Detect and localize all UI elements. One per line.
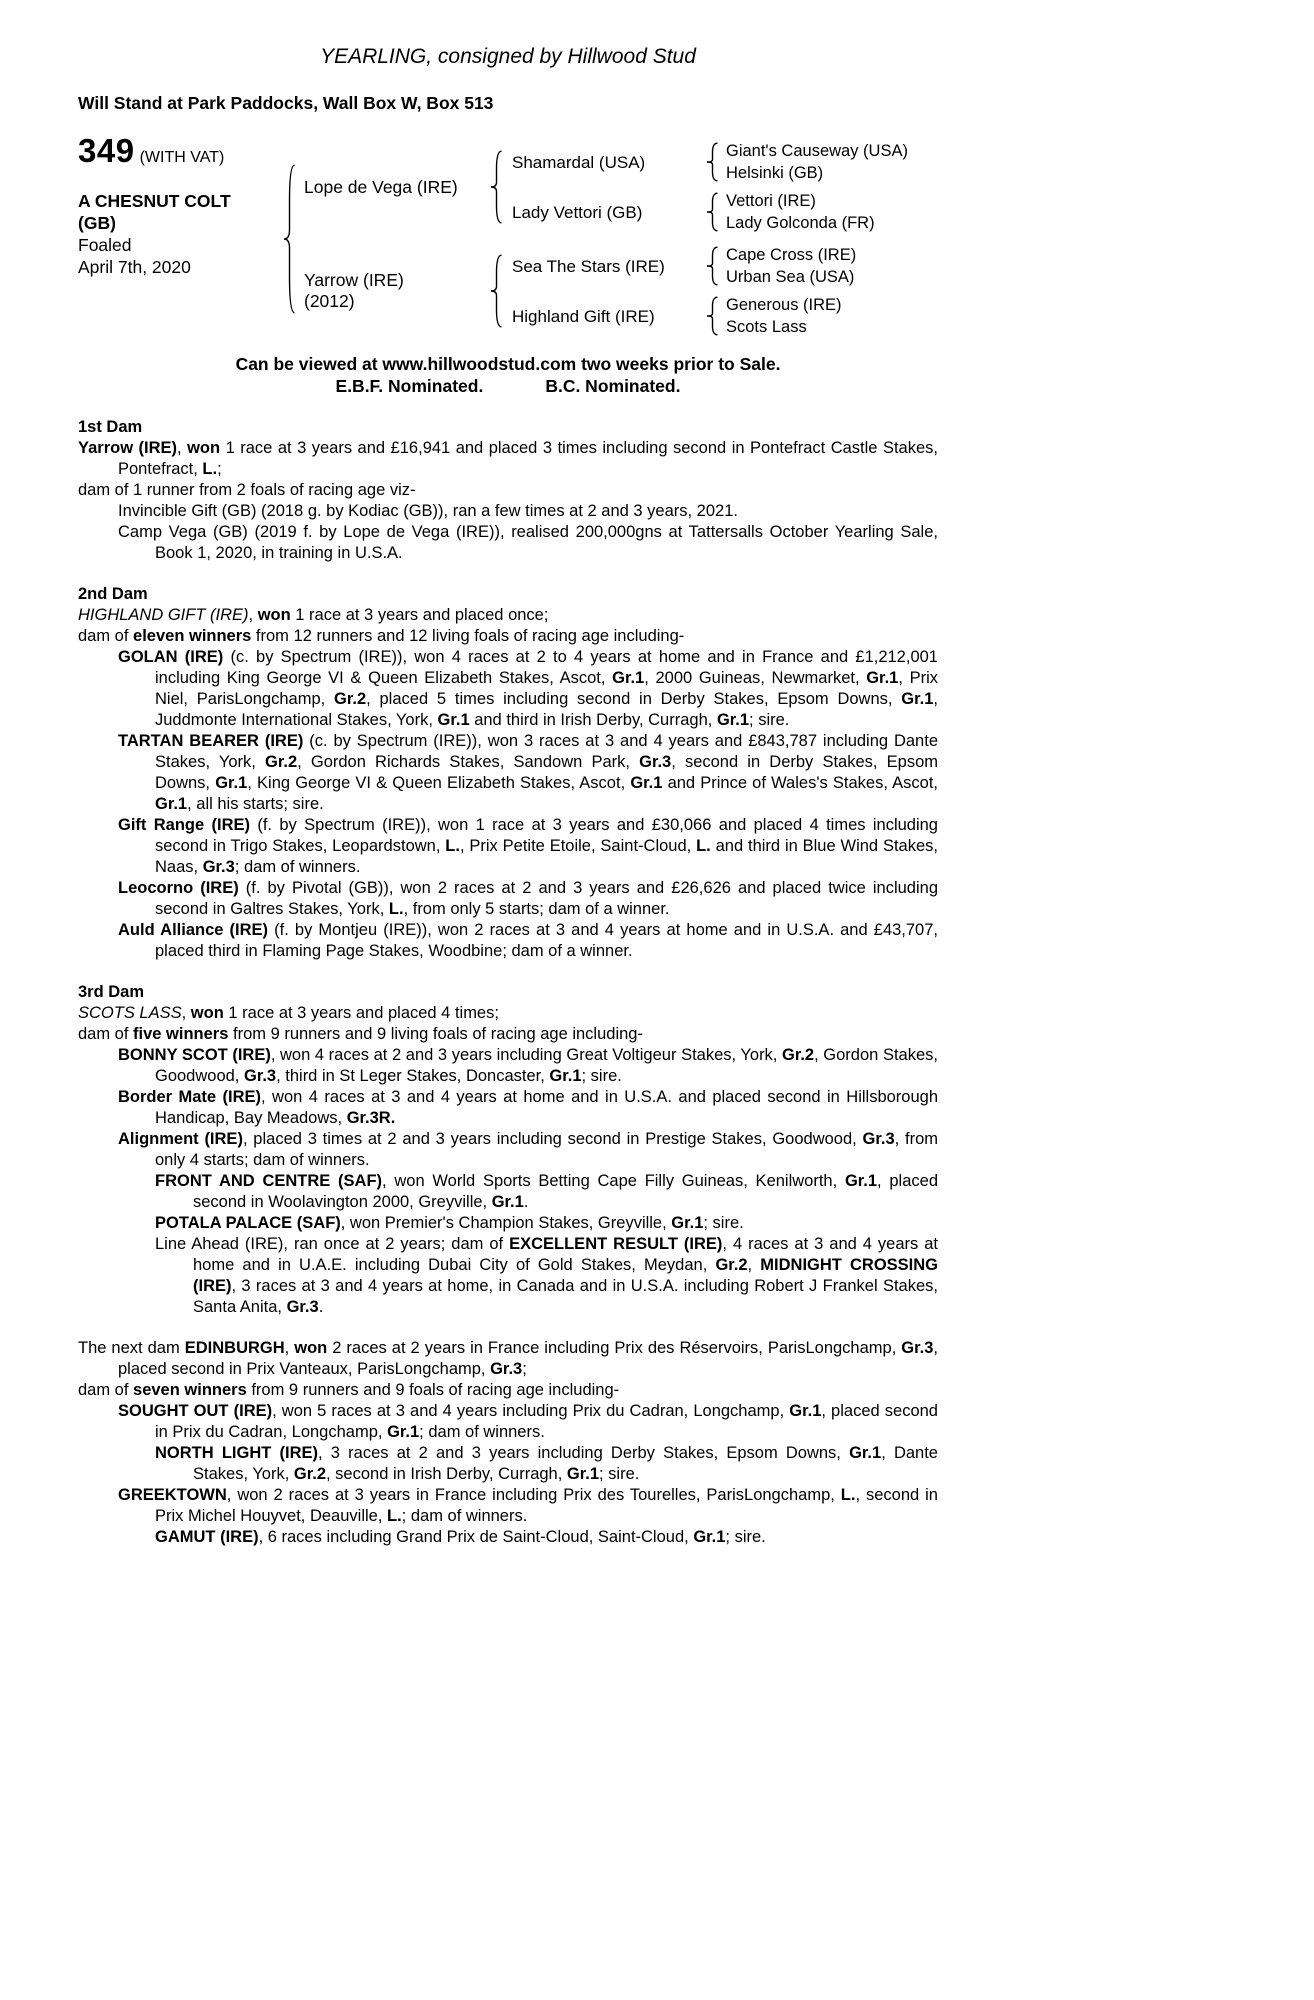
catalogue-sections	[78, 417, 938, 1548]
text-run: GAMUT (IRE)	[155, 1528, 259, 1546]
catalogue-paragraph	[78, 1024, 938, 1045]
colt-description	[78, 190, 283, 278]
sire-name: Lope de Vega (IRE)	[304, 176, 458, 197]
text-run: (c. by Spectrum (IRE)), won 4 races at 2 to 4 years at home and in France and £1,212,001 including King George VI & Queen Elizabeth Stakes, Ascot,	[155, 648, 938, 687]
text-run: ,	[181, 1004, 191, 1022]
text-run: won	[257, 606, 291, 624]
text-run: The next dam	[78, 1339, 185, 1357]
catalogue-paragraph	[78, 1171, 938, 1213]
text-run: SCOTS LASS	[78, 1004, 182, 1022]
catalogue-paragraph	[78, 501, 938, 522]
text-run: EXCELLENT RESULT (IRE)	[509, 1235, 723, 1253]
text-run: MIDNIGHT CROSSING (IRE)	[193, 1256, 939, 1295]
text-run: Gr.1	[549, 1067, 582, 1085]
text-run: L.	[840, 1486, 856, 1504]
text-run: L.	[388, 900, 404, 918]
text-run: Gr.1	[566, 1465, 600, 1483]
text-run: Gr.1	[612, 669, 645, 687]
text-run: Gr.1	[387, 1423, 420, 1441]
section-heading: 3rd Dam	[78, 983, 145, 1001]
text-run: dam of	[78, 1025, 134, 1043]
text-run: Yarrow (IRE)	[78, 439, 178, 457]
text-run: (c. by Spectrum (IRE)), won 3 races at 3 and 4 years and £843,787 including Dante Stakes, York,	[155, 732, 938, 771]
text-run: Gr.1	[716, 711, 750, 729]
brace-icon	[283, 164, 296, 314]
text-run: Gr.2	[293, 1465, 327, 1483]
text-run: Camp Vega (GB) (2019 f. by Lope de Vega (IRE)), realised 200,000gns at Tattersalls October Yearling Sale, Book 1, 2020, in training in U.S.A.	[118, 523, 938, 562]
dam-name	[296, 270, 490, 312]
text-run: five winners	[133, 1025, 229, 1043]
text-run: , placed second in Prix Vanteaux, ParisLongchamp,	[118, 1339, 938, 1378]
pedigree-name: Scots Lass	[726, 318, 807, 336]
pedigree-unit	[503, 244, 856, 288]
catalogue-paragraph	[78, 480, 938, 501]
great-grandparents	[719, 244, 856, 288]
text-run: from 9 runners and 9 living foals of racing age including-	[228, 1025, 643, 1043]
text-run: and third in Irish Derby, Curragh,	[469, 711, 717, 729]
sire-grandparents	[503, 140, 908, 234]
text-run: , won World Sports Betting Cape Filly Guineas, Kenilworth,	[382, 1172, 845, 1190]
section-heading: 2nd Dam	[78, 585, 148, 603]
text-run: ;	[522, 1360, 527, 1378]
pedigree-unit	[503, 294, 856, 338]
text-run: , placed 3 times at 2 and 3 years including second in Prestige Stakes, Goodwood,	[242, 1130, 863, 1148]
pedigree-name: Generous (IRE)	[726, 296, 842, 314]
brace-icon	[706, 192, 719, 232]
catalogue-paragraph	[78, 1087, 938, 1129]
text-run: (f. by Pivotal (GB)), won 2 races at 2 and 3 years and £26,626 and placed twice including second in Galtres Stakes, York,	[155, 879, 938, 918]
pedigree-name: Urban Sea (USA)	[726, 268, 855, 286]
vat-note: (WITH VAT)	[139, 149, 225, 166]
text-run: eleven winners	[133, 627, 252, 645]
catalogue-paragraph	[78, 1003, 938, 1024]
pedigree-name: Giant's Causeway (USA)	[726, 142, 908, 160]
text-run: , from only 5 starts; dam of a winner.	[403, 900, 670, 918]
catalogue-paragraph	[78, 920, 938, 962]
text-run: L.	[387, 1507, 402, 1525]
text-run: L.	[445, 837, 460, 855]
text-run: ,	[248, 606, 258, 624]
text-run: Gr.3	[862, 1130, 895, 1148]
catalogue-section	[78, 982, 938, 1318]
text-run: , won Premier's Champion Stakes, Greyville,	[340, 1214, 672, 1232]
text-run: Gr.3	[243, 1067, 277, 1085]
text-run: HIGHLAND GIFT (IRE)	[78, 606, 249, 624]
text-run: ; sire.	[703, 1214, 744, 1232]
text-run: , won 4 races at 2 and 3 years including Great Voltigeur Stakes, York,	[270, 1046, 782, 1064]
text-run: Gr.3	[490, 1360, 523, 1378]
text-run: NORTH LIGHT (IRE)	[155, 1444, 319, 1462]
text-run: Border Mate (IRE)	[118, 1088, 262, 1106]
text-run: ;	[217, 460, 222, 478]
text-run: , all his starts; sire.	[187, 795, 324, 813]
text-run: Gr.1	[671, 1214, 704, 1232]
text-run: 1 race at 3 years and placed once;	[290, 606, 549, 624]
dam-year: (2012)	[304, 291, 355, 311]
text-run: dam of	[78, 627, 134, 645]
pedigree-name: Helsinki (GB)	[726, 164, 824, 182]
text-run: , Juddmonte International Stakes, York,	[155, 690, 938, 729]
foaled-date: April 7th, 2020	[78, 257, 191, 277]
text-run: , Prix Petite Etoile, Saint-Cloud,	[459, 837, 697, 855]
lot-number: 349	[78, 132, 135, 169]
text-run: , won 2 races at 3 years in France including Prix des Tourelles, ParisLongchamp,	[226, 1486, 841, 1504]
page-title: YEARLING, consigned by Hillwood Stud	[320, 45, 696, 68]
text-run: , King George VI & Queen Elizabeth Stakes, Ascot,	[247, 774, 631, 792]
ebf-nomination: E.B.F. Nominated.	[335, 376, 484, 396]
text-run: and third in Blue Wind Stakes, Naas,	[155, 837, 938, 876]
text-run: , 4 races at 3 and 4 years at home and in U.A.E. including Dubai City of Gold Stakes, Meydan,	[193, 1235, 938, 1274]
text-run: from 12 runners and 12 living foals of racing age including-	[251, 627, 685, 645]
text-run: , placed 5 times including second in Derby Stakes, Epsom Downs,	[366, 690, 902, 708]
text-run: GREEKTOWN	[118, 1486, 227, 1504]
text-run: FRONT AND CENTRE (SAF)	[155, 1172, 383, 1190]
text-run: Gr.1	[789, 1402, 822, 1420]
text-run: Gr.1	[215, 774, 248, 792]
catalogue-paragraph	[78, 522, 938, 564]
brace-icon	[490, 254, 503, 328]
pedigree-name: Cape Cross (IRE)	[726, 246, 857, 264]
text-run: , 6 races including Grand Prix de Saint-Cloud, Saint-Cloud,	[258, 1528, 694, 1546]
text-run: 1 race at 3 years and placed 4 times;	[223, 1004, 499, 1022]
text-run: , from only 4 starts; dam of winners.	[155, 1130, 939, 1169]
text-run: , second in Derby Stakes, Epsom Downs,	[155, 753, 938, 792]
text-run: ,	[177, 439, 188, 457]
catalogue-paragraph	[78, 1380, 938, 1401]
great-grandparents	[719, 190, 875, 234]
text-run: , Dante Stakes, York,	[193, 1444, 938, 1483]
text-run: GOLAN (IRE)	[118, 648, 224, 666]
text-run: and Prince of Wales's Stakes, Ascot,	[662, 774, 938, 792]
text-run: ; sire.	[749, 711, 790, 729]
text-run: , placed second in Woolavington 2000, Greyville,	[193, 1172, 939, 1211]
text-run: , won 5 races at 3 and 4 years including Prix du Cadran, Longchamp,	[272, 1402, 790, 1420]
brace-icon	[490, 150, 503, 224]
catalogue-paragraph	[78, 1234, 938, 1318]
pedigree-dam-half	[296, 244, 908, 338]
text-run: Gr.1	[901, 690, 934, 708]
text-run: ; dam of winners.	[419, 1423, 545, 1441]
text-run: SOUGHT OUT (IRE)	[118, 1402, 273, 1420]
text-run: dam of 1 runner from 2 foals of racing age viz-	[78, 481, 416, 499]
nominations-line	[78, 376, 938, 397]
text-run: Gr.3	[202, 858, 235, 876]
catalogue-paragraph	[78, 438, 938, 480]
text-run: POTALA PALACE (SAF)	[155, 1214, 341, 1232]
catalogue-paragraph	[78, 815, 938, 878]
colt-name-line1: A CHESNUT COLT	[78, 191, 231, 211]
text-run: ,	[747, 1256, 761, 1274]
text-run: ; sire.	[581, 1067, 622, 1085]
text-run: Gr.3R.	[346, 1109, 396, 1127]
text-run: Gr.1	[491, 1193, 524, 1211]
catalogue-paragraph	[78, 1401, 938, 1443]
text-run: , third in St Leger Stakes, Doncaster,	[276, 1067, 550, 1085]
text-run: won	[190, 1004, 224, 1022]
text-run: Alignment (IRE)	[118, 1130, 243, 1148]
pedigree-name: Highland Gift (IRE)	[512, 306, 655, 326]
text-run: ; dam of winners.	[401, 1507, 528, 1525]
text-run: Gr.1	[693, 1528, 726, 1546]
text-run: seven winners	[133, 1381, 247, 1399]
text-run: (f. by Spectrum (IRE)), won 1 race at 3 years and £30,066 and placed 4 times including second in Trigo Stakes, Leopardstown,	[155, 816, 938, 855]
brace-icon	[706, 142, 719, 182]
bc-nomination: B.C. Nominated.	[545, 376, 681, 396]
text-run: Gr.1	[437, 711, 470, 729]
text-run: EDINBURGH	[184, 1339, 285, 1357]
colt-name-line2: (GB)	[78, 213, 116, 233]
text-run: dam of	[78, 1381, 134, 1399]
catalogue-paragraph	[78, 1443, 938, 1485]
text-run: Gr.2	[265, 753, 298, 771]
text-run: .	[318, 1298, 324, 1316]
catalogue-paragraph	[78, 626, 938, 647]
text-run: BONNY SCOT (IRE)	[118, 1046, 271, 1064]
text-run: L.	[202, 460, 218, 478]
lot-info	[78, 132, 283, 278]
text-run: , 3 races at 3 and 4 years at home, in Canada and in U.S.A. including Robert J Frankel Stakes, Santa Anita,	[193, 1277, 938, 1316]
pedigree-name: Lady Vettori (GB)	[512, 202, 643, 222]
text-run: L.	[696, 837, 711, 855]
stand-location-line: Will Stand at Park Paddocks, Wall Box W, Box 513	[78, 93, 494, 113]
text-run: , Gordon Richards Stakes, Sandown Park,	[297, 753, 640, 771]
text-run: Gr.2	[715, 1256, 748, 1274]
catalogue-paragraph	[78, 1045, 938, 1087]
text-run: , Gordon Stakes, Goodwood,	[155, 1046, 938, 1085]
text-run: Gr.3	[286, 1298, 319, 1316]
brace-icon	[706, 246, 719, 286]
pedigree-name: Lady Golconda (FR)	[726, 214, 875, 232]
catalogue-paragraph	[78, 878, 938, 920]
text-run: Leocorno (IRE)	[118, 879, 239, 897]
text-run: Invincible Gift (GB) (2018 g. by Kodiac (GB)), ran a few times at 2 and 3 years, 2021.	[118, 502, 738, 520]
pedigree-tree	[283, 140, 908, 338]
text-run: Gr.3	[901, 1339, 934, 1357]
text-run: Auld Alliance (IRE)	[118, 921, 269, 939]
dam-grandparents	[503, 244, 856, 338]
pedigree-unit	[503, 140, 908, 184]
catalogue-paragraph	[78, 1213, 938, 1234]
dam-name-line: Yarrow (IRE)	[304, 270, 404, 290]
catalogue-paragraph	[78, 605, 938, 626]
great-grandparents	[719, 294, 842, 338]
text-run: , 2000 Guineas, Newmarket,	[644, 669, 867, 687]
pedigree-sire-half	[296, 140, 908, 234]
catalogue-paragraph	[78, 1485, 938, 1527]
text-run: Gift Range (IRE)	[118, 816, 251, 834]
great-grandparents	[719, 140, 908, 184]
catalogue-paragraph	[78, 647, 938, 731]
text-run: Gr.1	[630, 774, 663, 792]
pedigree-name: Shamardal (USA)	[512, 152, 646, 172]
text-run: ; dam of winners.	[234, 858, 361, 876]
catalogue-section	[78, 417, 938, 564]
catalogue-paragraph	[78, 1129, 938, 1171]
text-run: , placed second in Prix du Cadran, Longchamp,	[155, 1402, 938, 1441]
lot-header-row	[78, 132, 938, 338]
text-run: Gr.2	[782, 1046, 815, 1064]
text-run: Gr.1	[155, 795, 188, 813]
text-run: , second in Prix Michel Houyvet, Deauville,	[155, 1486, 938, 1525]
text-run: ,	[284, 1339, 295, 1357]
text-run: won	[187, 439, 221, 457]
text-run: TARTAN BEARER (IRE)	[118, 732, 304, 750]
text-run: won	[294, 1339, 328, 1357]
text-run: .	[523, 1193, 529, 1211]
text-run: from 9 runners and 9 foals of racing age including-	[246, 1381, 620, 1399]
pedigree-name: Sea The Stars (IRE)	[512, 256, 665, 276]
text-run: , Prix Niel, ParisLongchamp,	[155, 669, 938, 708]
catalogue-section	[78, 584, 938, 962]
text-run: Gr.1	[849, 1444, 882, 1462]
foaled-label: Foaled	[78, 235, 132, 255]
pedigree-halves	[296, 140, 908, 338]
text-run: ; sire.	[725, 1528, 766, 1546]
catalogue-section	[78, 1338, 938, 1548]
text-run: ; sire.	[599, 1465, 640, 1483]
text-run: Gr.1	[866, 669, 899, 687]
page-content	[78, 46, 938, 1548]
section-heading: 1st Dam	[78, 418, 143, 436]
pedigree-unit	[503, 190, 908, 234]
catalogue-paragraph	[78, 1338, 938, 1380]
text-run: Line Ahead (IRE), ran once at 2 years; dam of	[155, 1235, 510, 1253]
text-run: Gr.3	[639, 753, 672, 771]
brace-icon	[706, 296, 719, 336]
pedigree-name: Vettori (IRE)	[726, 192, 816, 210]
text-run: Gr.1	[844, 1172, 878, 1190]
text-run: , won 4 races at 3 and 4 years at home and in U.S.A. and placed second in Hillsborough Handicap, Bay Meadows,	[155, 1088, 938, 1127]
viewing-note: Can be viewed at www.hillwoodstud.com two weeks prior to Sale.	[235, 354, 781, 374]
text-run: 2 races at 2 years in France including Prix des Réservoirs, ParisLongchamp,	[327, 1339, 902, 1357]
text-run: (f. by Montjeu (IRE)), won 2 races at 3 and 4 years at home and in U.S.A. and £43,707, placed third in Flaming Page Stakes, Woodbine; dam of a winner.	[155, 921, 938, 960]
text-run: 1 race at 3 years and £16,941 and placed 3 times including second in Pontefract Castle Stakes, Pontefract,	[118, 439, 938, 478]
lot-number-line	[78, 132, 283, 169]
text-run: , second in Irish Derby, Curragh,	[326, 1465, 567, 1483]
text-run: , 3 races at 2 and 3 years including Derby Stakes, Epsom Downs,	[318, 1444, 850, 1462]
catalogue-paragraph	[78, 731, 938, 815]
text-run: Gr.2	[334, 690, 367, 708]
catalogue-paragraph	[78, 1527, 938, 1548]
